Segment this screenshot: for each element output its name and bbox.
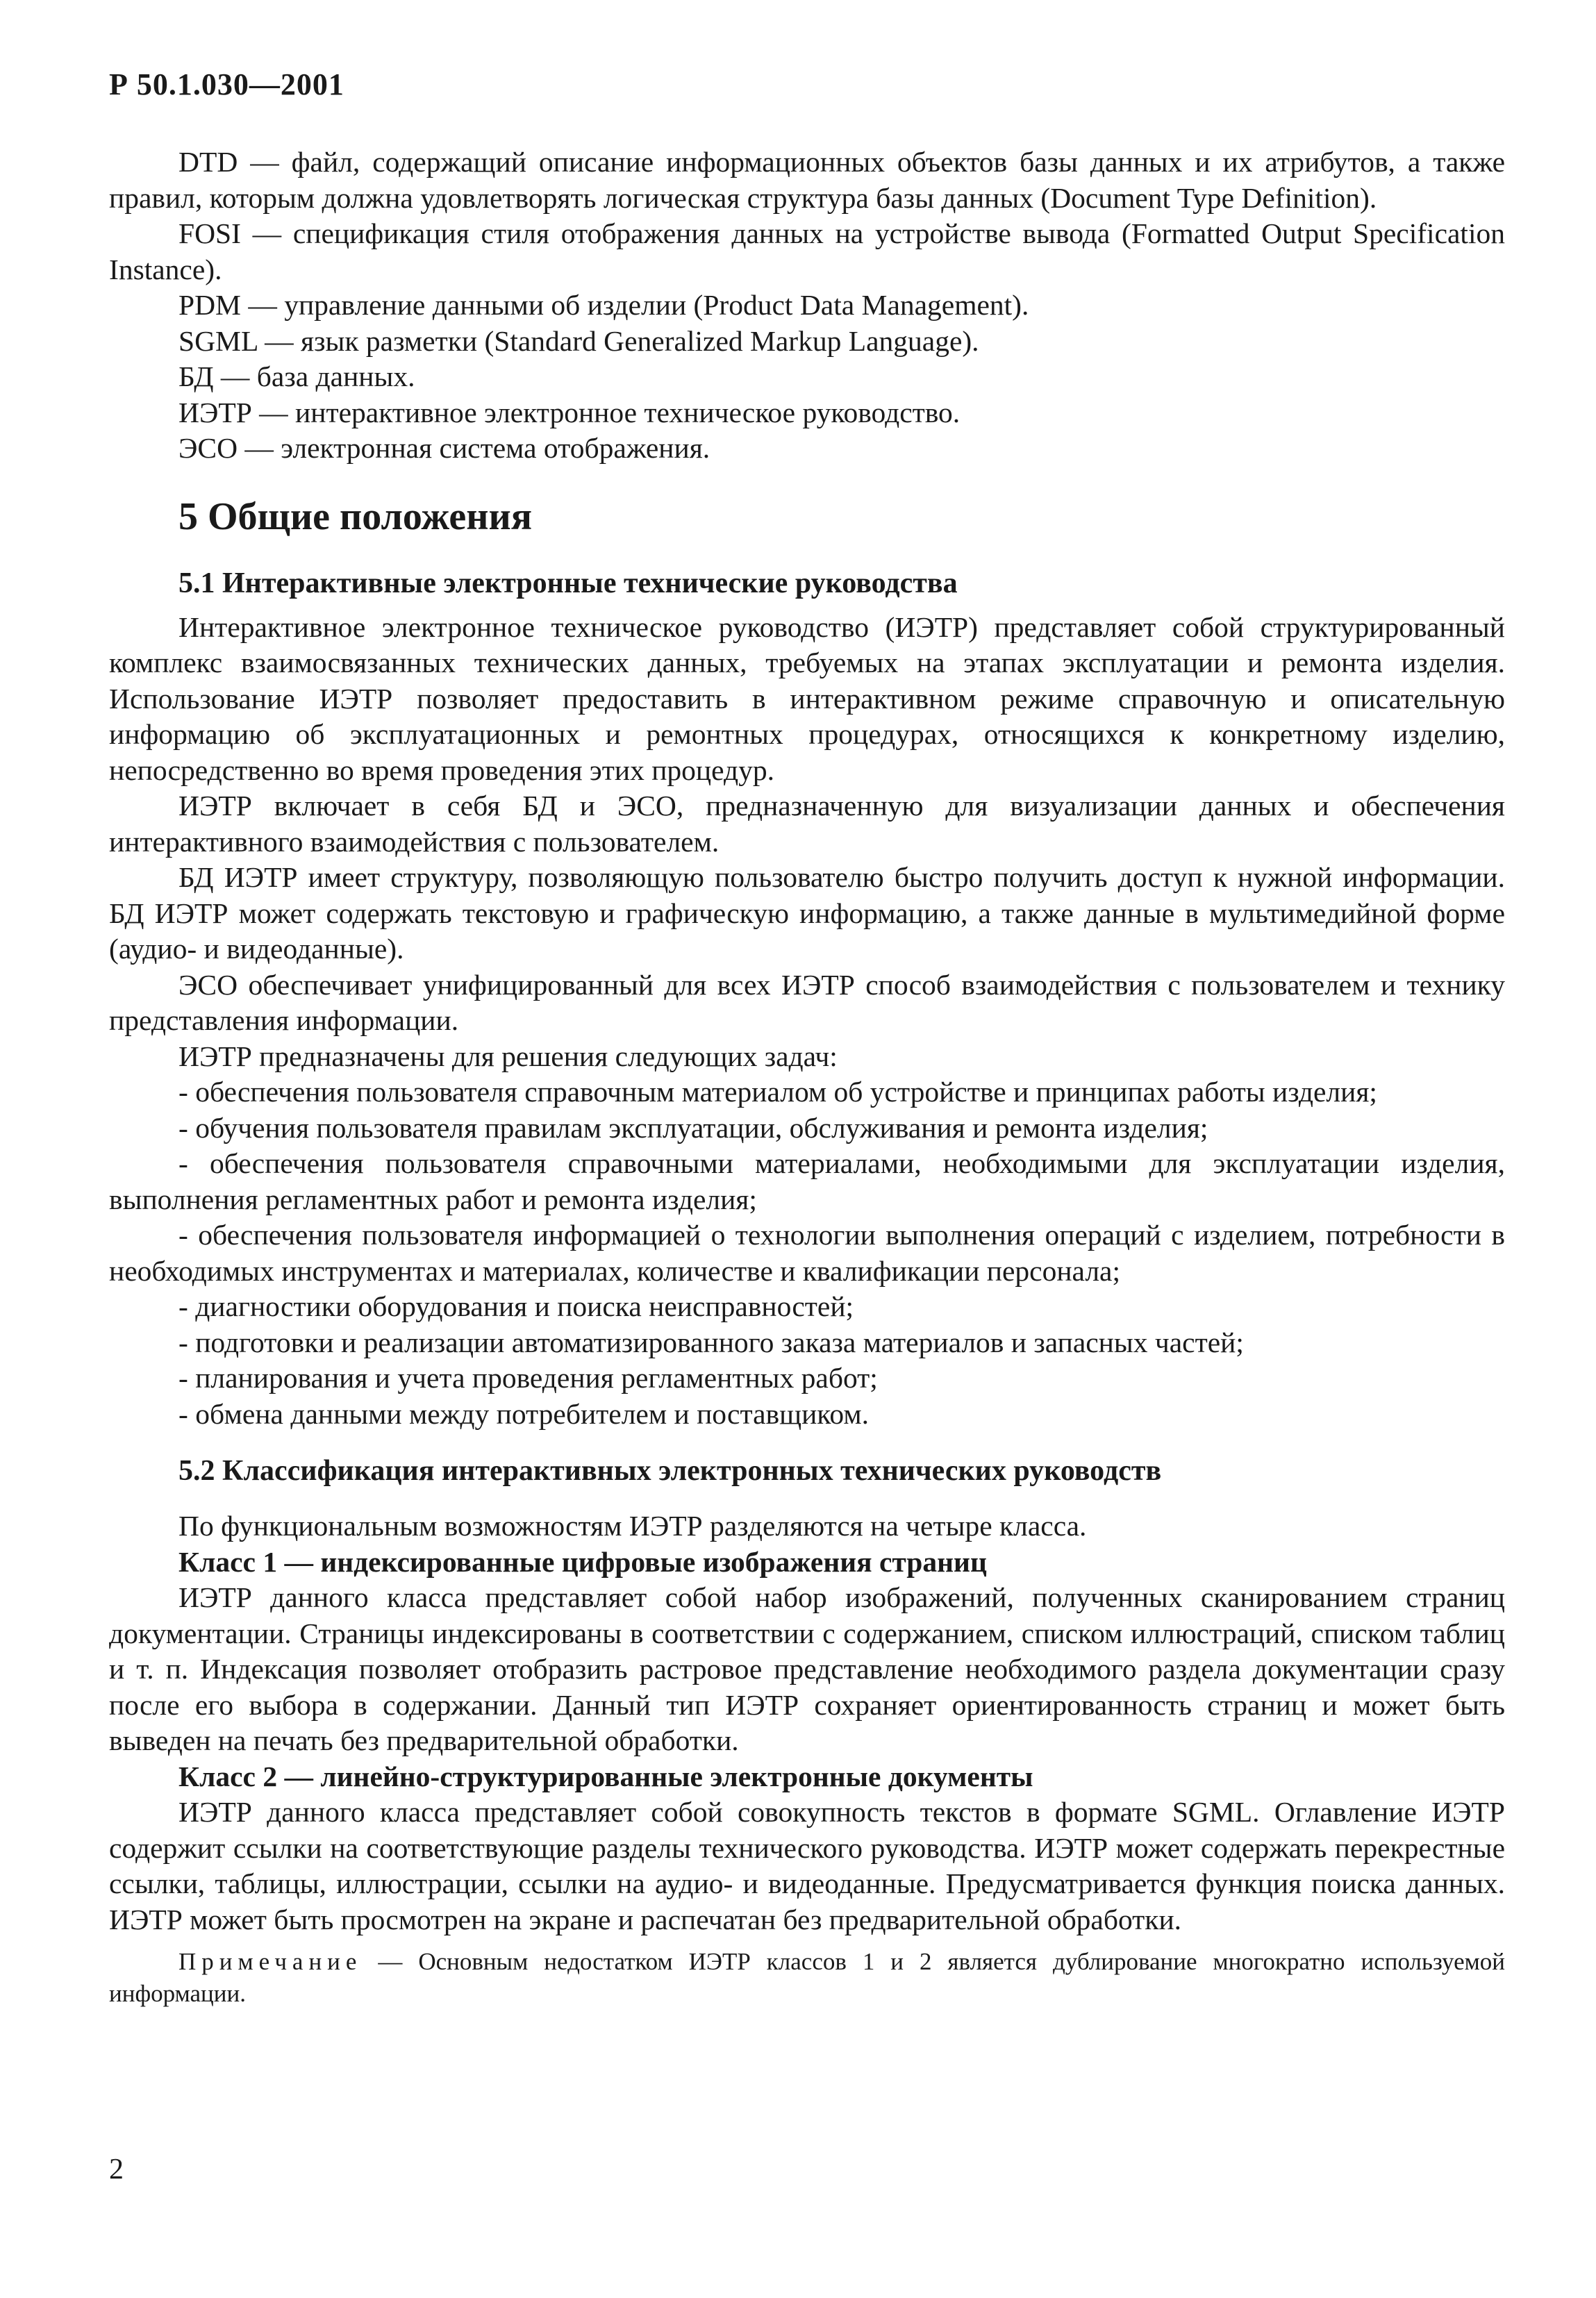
- abbreviation-sgml: SGML — язык разметки (Standard Generalized Markup Language).: [178, 324, 979, 357]
- abbreviation-ietr: ИЭТР — интерактивное электронное техническое руководство.: [178, 396, 961, 428]
- abbreviation-pdm: PDM — управление данными об изделии (Product Data Management).: [178, 289, 1029, 321]
- paragraph: ИЭТР данного класса представляет собой набор изображений, полученных сканированием страниц документации. Страницы индексированы в соответствии с содержанием, списком иллюстраций, списком таблиц и т. п. Индексация позволяет отобразить растровое представление необходимого раздела документации сразу после его выбора в содержании. Данный тип ИЭТР сохраняет ориентированность страниц и может быть выведен на печать без предварительной обработки.: [109, 1581, 1505, 1756]
- subsection-title-5-2: 5.2 Классификация интерактивных электронных технических руководств: [178, 1455, 1162, 1487]
- note-label: Примечание: [178, 1948, 363, 1975]
- note: [109, 1946, 1505, 2010]
- abbreviation-eso: ЭСО — электронная система отображения.: [178, 432, 710, 464]
- task-list-item: - обеспечения пользователя справочным материалом об устройстве и принципах работы изделия;: [178, 1076, 1377, 1108]
- class1-title: Класс 1 — индексированные цифровые изображения страниц: [178, 1545, 987, 1578]
- paragraph: ИЭТР данного класса представляет собой совокупность текстов в формате SGML. Оглавление ИЭТР содержит ссылки на соответствующие разделы технического руководства. ИЭТР может содержать перекрестные ссылки, таблицы, иллюстрации, ссылки на аудио- и видеоданные. Предусматривается функция поиска данных. ИЭТР может быть просмотрен на экране и распечатан без предварительной обработки.: [109, 1796, 1505, 1935]
- task-list-item: - планирования и учета проведения регламентных работ;: [178, 1362, 878, 1394]
- page-number: 2: [109, 2154, 124, 2185]
- task-list-item: - подготовки и реализации автоматизированного заказа материалов и запасных частей;: [178, 1326, 1244, 1358]
- section-title: 5 Общие положения: [178, 494, 533, 538]
- class2-title: Класс 2 — линейно-структурированные электронные документы: [178, 1760, 1033, 1792]
- task-list-item: - обеспечения пользователя информацией о технологии выполнения операций с изделием, потребности в необходимых инструментах и материалах, количестве и квалификации персонала;: [109, 1219, 1505, 1287]
- paragraph: Интерактивное электронное техническое руководство (ИЭТР) представляет собой структурированный комплекс взаимосвязанных технических данных, требуемых на этапах эксплуатации и ремонта изделия. Использование ИЭТР позволяет предоставить в интерактивном режиме справочную и описательную информацию об эксплуатационных и ремонтных процедурах, относящихся к конкретному изделию, непосредственно во время проведения этих процедур.: [109, 610, 1505, 786]
- paragraph: БД ИЭТР имеет структуру, позволяющую пользователю быстро получить доступ к нужной информации. БД ИЭТР может содержать текстовую и графическую информацию, а также данные в мультимедийной форме (аудио- и видеоданные).: [109, 861, 1505, 965]
- task-list-item: - обмена данными между потребителем и поставщиком.: [178, 1397, 869, 1430]
- document-content: [109, 144, 1505, 2010]
- paragraph: ЭСО обеспечивает унифицированный для всех ИЭТР способ взаимодействия с пользователем и технику представления информации.: [109, 968, 1505, 1036]
- task-list-item: - обеспечения пользователя справочными материалами, необходимыми для эксплуатации изделия, выполнения регламентных работ и ремонта изделия;: [109, 1147, 1505, 1215]
- subsection-title-5-1: 5.1 Интерактивные электронные технические руководства: [178, 567, 958, 599]
- document-header: Р 50.1.030—2001: [109, 67, 344, 101]
- paragraph: ИЭТР включает в себя БД и ЭСО, предназначенную для визуализации данных и обеспечения интерактивного взаимодействия с пользователем.: [109, 790, 1505, 858]
- paragraph: По функциональным возможностям ИЭТР разделяются на четыре класса.: [178, 1510, 1087, 1542]
- task-list-item: - обучения пользователя правилам эксплуатации, обслуживания и ремонта изделия;: [178, 1111, 1208, 1144]
- paragraph: ИЭТР предназначены для решения следующих задач:: [178, 1040, 838, 1072]
- note-text: — Основным недостатком ИЭТР классов 1 и 2 является дублирование многократно используемой информации.: [109, 1948, 1505, 2007]
- abbreviation-dtd: DTD — файл, содержащий описание информационных объектов базы данных и их атрибутов, а также правил, которым должна удовлетворять логическая структура базы данных (Document Type Definition).: [109, 146, 1505, 214]
- task-list-item: - диагностики оборудования и поиска неисправностей;: [178, 1290, 854, 1322]
- abbreviation-fosi: FOSI — спецификация стиля отображения данных на устройстве вывода (Formatted Output Specification Instance).: [109, 217, 1505, 285]
- abbreviation-bd: БД — база данных.: [178, 360, 415, 392]
